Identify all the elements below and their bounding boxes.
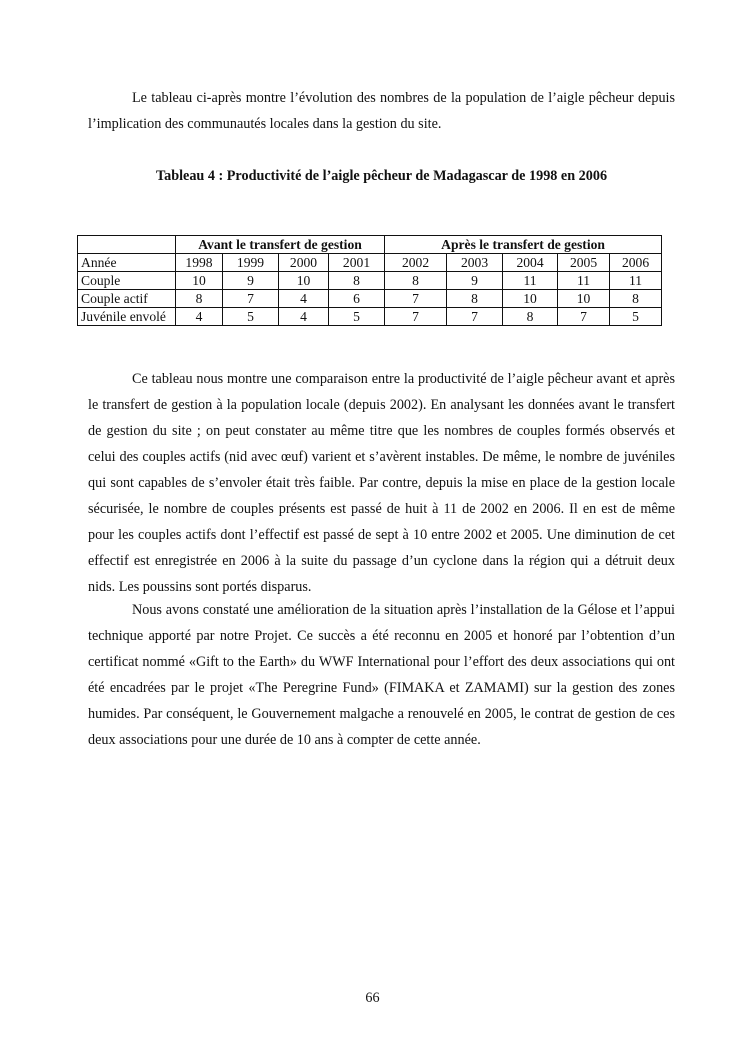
table-cell: 9	[447, 272, 503, 290]
table-cell: 8	[610, 290, 662, 308]
table-cell: 9	[223, 272, 279, 290]
row-label: Juvénile envolé	[78, 308, 176, 326]
table-cell: 5	[329, 308, 385, 326]
table-cell: 2005	[558, 254, 610, 272]
table-row	[78, 290, 662, 308]
table-cell: 8	[385, 272, 447, 290]
table-cell: 2004	[503, 254, 558, 272]
table-row	[78, 254, 662, 272]
table-cell: 10	[503, 290, 558, 308]
table-cell: 2001	[329, 254, 385, 272]
table-cell: 6	[329, 290, 385, 308]
table-corner-cell	[78, 236, 176, 254]
table-cell: 5	[223, 308, 279, 326]
group-before-header: Avant le transfert de gestion	[176, 236, 385, 254]
table-cell: 7	[223, 290, 279, 308]
table-cell: 7	[385, 308, 447, 326]
table-cell: 4	[279, 308, 329, 326]
table-cell: 10	[176, 272, 223, 290]
productivity-table	[77, 235, 662, 326]
table-cell: 4	[279, 290, 329, 308]
table-cell: 11	[503, 272, 558, 290]
table-cell: 2002	[385, 254, 447, 272]
table-cell: 8	[447, 290, 503, 308]
table-cell: 7	[385, 290, 447, 308]
table-cell: 2000	[279, 254, 329, 272]
table-row	[78, 308, 662, 326]
table-cell: 11	[610, 272, 662, 290]
table-cell: 10	[558, 290, 610, 308]
table-cell: 8	[329, 272, 385, 290]
analysis-paragraph: Ce tableau nous montre une comparaison entre la productivité de l’aigle pêcheur avant et après le transfert de gestion à la population locale (depuis 2002). En analysant les données avant le transfert de gestion du site ; on peut constater au même titre que les nombres de couples formés observés et celui des couples actifs (nid avec œuf) varient et s’avèrent instables. De même, le nombre de juvéniles qui sont capables de s’envoler était très faible. Par contre, depuis la mise en place de la gestion locale sécurisée, le nombre de couples présents est passé de huit à 11 de 2002 en 2006. Il en est de même pour les couples actifs dont l’effectif est passé de sept à 10 entre 2002 et 2005. Une diminution de cet effectif est enregistrée en 2006 à la suite du passage d’un cyclone dans la région qui a détruit deux nids. Les poussins sont portés disparus.	[88, 371, 675, 595]
table-cell: 2003	[447, 254, 503, 272]
table-row	[78, 272, 662, 290]
table-caption: Tableau 4 : Productivité de l’aigle pêcheur de Madagascar de 1998 en 2006	[155, 168, 608, 184]
table-cell: 10	[279, 272, 329, 290]
table-cell: 8	[503, 308, 558, 326]
page-number: 66	[365, 990, 380, 1006]
table-cell: 1998	[176, 254, 223, 272]
group-header-row	[78, 236, 662, 254]
intro-paragraph: Le tableau ci-après montre l’évolution des nombres de la population de l’aigle pêcheur depuis l’implication des communautés locales dans la gestion du site.	[88, 90, 675, 132]
row-label: Couple	[78, 272, 176, 290]
conclusion-paragraph: Nous avons constaté une amélioration de la situation après l’installation de la Gélose et l’appui technique apporté par notre Projet. Ce succès a été reconnu en 2005 et honoré par l’obtention d’un certificat nommé «Gift to the Earth» du WWF International pour l’effort des deux associations qui ont été encadrées par le projet «The Peregrine Fund» (FIMAKA et ZAMAMI) sur la gestion des zones humides. Par conséquent, le Gouvernement malgache a renouvelé en 2005, le contrat de gestion de ces deux associations pour une durée de 10 ans à compter de cette année.	[88, 602, 675, 748]
group-after-header: Après le transfert de gestion	[385, 236, 662, 254]
row-label: Année	[78, 254, 176, 272]
table-cell: 2006	[610, 254, 662, 272]
table-cell: 8	[176, 290, 223, 308]
table-cell: 1999	[223, 254, 279, 272]
row-label: Couple actif	[78, 290, 176, 308]
table-cell: 7	[447, 308, 503, 326]
table-cell: 7	[558, 308, 610, 326]
table-cell: 4	[176, 308, 223, 326]
table-cell: 11	[558, 272, 610, 290]
table-cell: 5	[610, 308, 662, 326]
